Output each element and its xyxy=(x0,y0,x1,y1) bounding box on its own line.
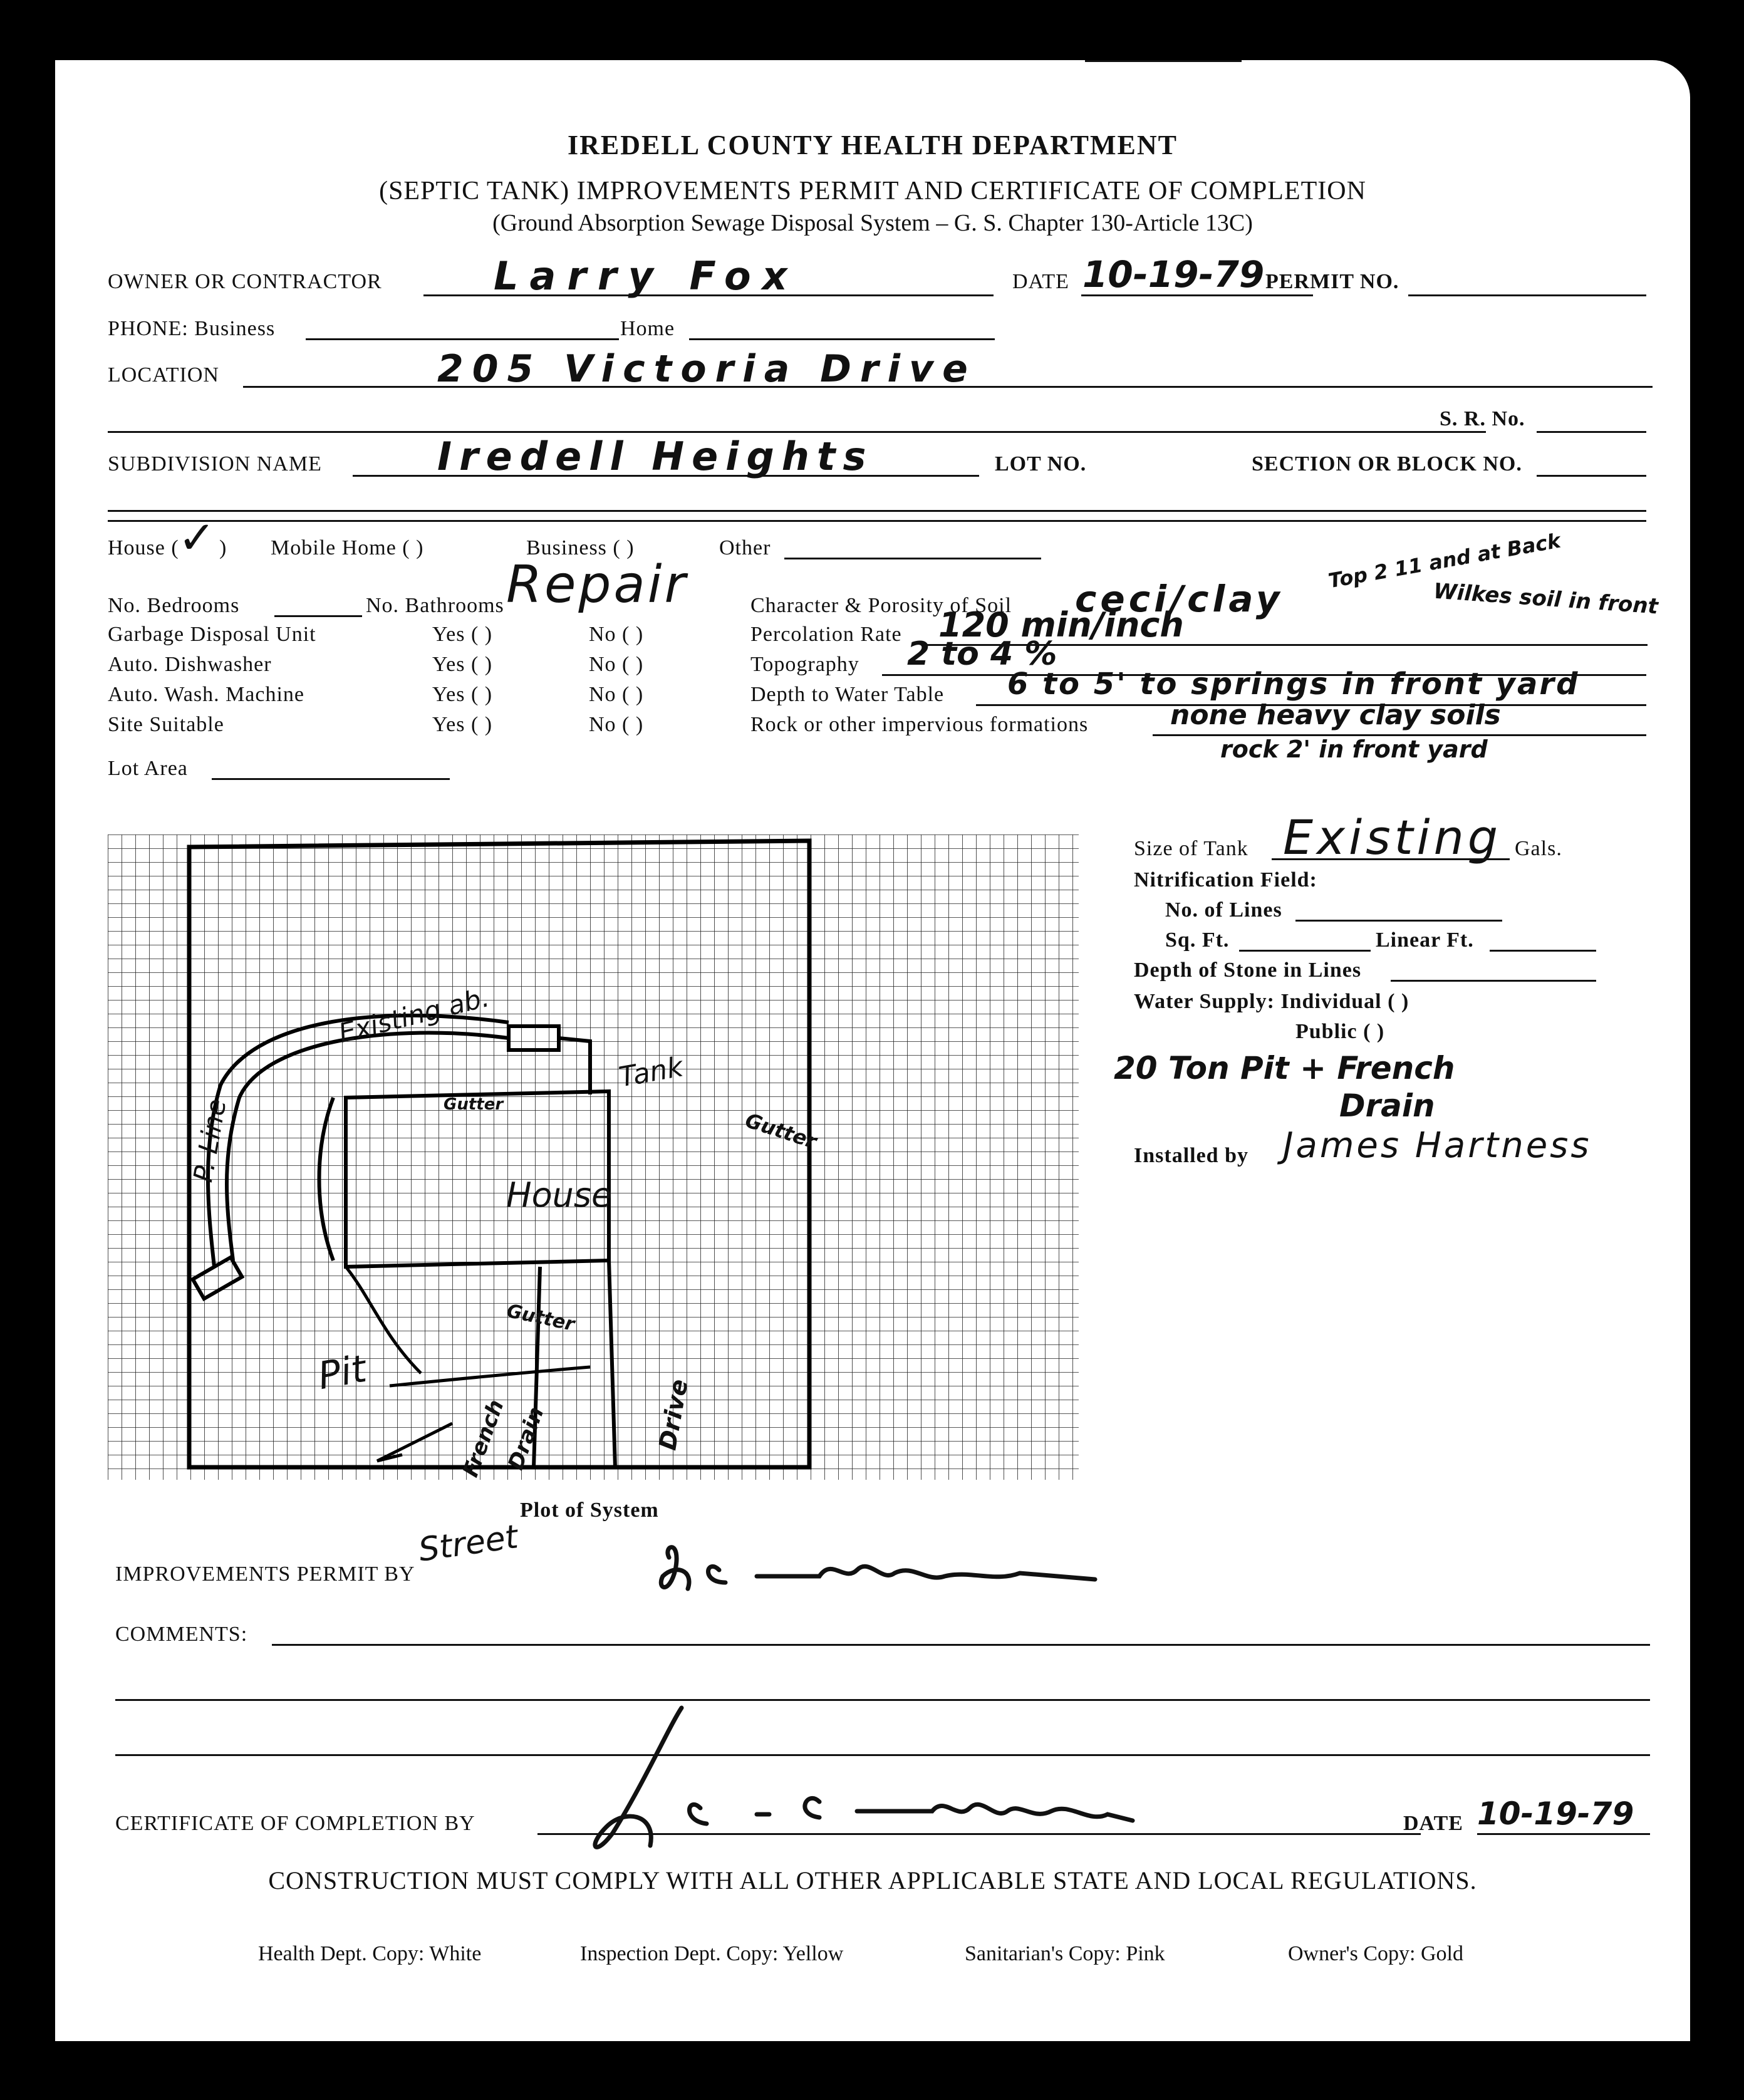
garbage-disposal-yes[interactable]: Yes ( ) xyxy=(432,623,493,646)
water-supply-label: Water Supply: Individual ( ) xyxy=(1134,990,1409,1013)
phone-home-label: Home xyxy=(620,317,675,340)
location-line-2 xyxy=(108,431,1486,433)
plot-label-drain: Drain xyxy=(503,1403,549,1474)
installed-by-value[interactable]: James Hartness xyxy=(1283,1125,1592,1166)
phone-business-label: PHONE: Business xyxy=(108,317,276,340)
house-close: ) xyxy=(219,536,227,559)
soil-character-note-1: Top 2 11 and at Back xyxy=(1326,528,1562,593)
rock-value[interactable]: none heavy clay soils xyxy=(1170,699,1501,731)
subdivision-label: SUBDIVISION NAME xyxy=(108,452,322,476)
permit-no-underline xyxy=(1408,294,1646,296)
section-underline xyxy=(1537,475,1646,477)
house-label: House ( xyxy=(108,536,179,559)
certificate-date-label: DATE xyxy=(1403,1812,1463,1835)
site-suitable-label: Site Suitable xyxy=(108,713,224,736)
soil-character-note-2: Wilkes soil in front xyxy=(1433,578,1659,620)
certificate-date-value[interactable]: 10-19-79 xyxy=(1477,1796,1634,1832)
lot-area-label: Lot Area xyxy=(108,757,188,780)
plot-caption: Plot of System xyxy=(520,1499,659,1522)
form-subtitle: (SEPTIC TANK) IMPROVEMENTS PERMIT AND CERTIFICATE OF COMPLETION xyxy=(379,177,1366,205)
dishwasher-no[interactable]: No ( ) xyxy=(589,653,644,676)
bathrooms-label: No. Bathrooms xyxy=(366,594,504,617)
house-check[interactable]: ✓ xyxy=(178,511,216,564)
public-label: Public ( ) xyxy=(1295,1020,1385,1043)
stone-depth-underline xyxy=(1391,980,1596,982)
wash-machine-label: Auto. Wash. Machine xyxy=(108,683,305,706)
tank-note-1: 20 Ton Pit + French xyxy=(1114,1050,1455,1086)
plot-label-tank: Tank xyxy=(616,1051,686,1094)
copy-sanitarian: Sanitarian's Copy: Pink xyxy=(965,1942,1165,1965)
phone-business-underline xyxy=(306,338,619,340)
nitrification-label: Nitrification Field: xyxy=(1134,868,1317,891)
lot-area-underline xyxy=(212,778,450,780)
sr-no-label: S. R. No. xyxy=(1440,407,1525,430)
date-value[interactable]: 10-19-79 xyxy=(1082,253,1265,296)
repair-note: Repair xyxy=(506,555,688,615)
sqft-underline xyxy=(1239,950,1371,952)
permit-form xyxy=(55,60,1690,2041)
lot-no-underline xyxy=(1085,60,1242,62)
comments-line-1 xyxy=(272,1644,1650,1646)
certificate-label: CERTIFICATE OF COMPLETION BY xyxy=(115,1812,475,1835)
linear-ft-label: Linear Ft. xyxy=(1376,928,1474,952)
bedrooms-label: No. Bedrooms xyxy=(108,594,240,617)
perc-rate-value[interactable]: 120 min/inch xyxy=(938,605,1184,645)
stone-depth-label: Depth of Stone in Lines xyxy=(1134,959,1362,982)
plot-label-drive: Drive xyxy=(653,1377,693,1452)
location-label: LOCATION xyxy=(108,363,219,387)
soil-character-label: Character & Porosity of Soil xyxy=(750,594,1012,617)
plot-label-pit: Pit xyxy=(314,1346,370,1399)
site-suitable-yes[interactable]: Yes ( ) xyxy=(432,713,493,736)
garbage-disposal-no[interactable]: No ( ) xyxy=(589,623,644,646)
site-suitable-no[interactable]: No ( ) xyxy=(589,713,644,736)
plot-label-gutter-right: Gutter xyxy=(742,1108,820,1154)
soil-character-value[interactable]: ceci/clay xyxy=(1075,578,1284,620)
comments-label: COMMENTS: xyxy=(115,1623,248,1646)
tank-size-value[interactable]: Existing xyxy=(1283,809,1502,865)
num-lines-underline xyxy=(1295,920,1502,922)
business-label: Business ( ) xyxy=(526,536,635,559)
certificate-date-underline xyxy=(1477,1833,1650,1835)
wash-machine-no[interactable]: No ( ) xyxy=(589,683,644,706)
copy-health-dept: Health Dept. Copy: White xyxy=(258,1942,482,1965)
plot-label-house: House xyxy=(506,1175,613,1215)
plot-label-gutter-bottom: Gutter xyxy=(504,1299,577,1336)
plot-label-line: P. Line xyxy=(187,1096,232,1185)
certificate-signature xyxy=(556,1689,1183,1877)
other-label: Other xyxy=(719,536,771,559)
form-subtitle-2: (Ground Absorption Sewage Disposal System – G. S. Chapter 130-Article 13C) xyxy=(492,210,1253,236)
compliance-notice: CONSTRUCTION MUST COMPLY WITH ALL OTHER APPLICABLE STATE AND LOCAL REGULATIONS. xyxy=(268,1866,1477,1895)
topography-label: Topography xyxy=(750,653,859,676)
plot-label-gutter-top: Gutter xyxy=(444,1095,504,1114)
linear-ft-underline xyxy=(1490,950,1596,952)
rock-value-2[interactable]: rock 2' in front yard xyxy=(1220,736,1488,763)
phone-home-underline xyxy=(689,338,995,340)
plot-grid xyxy=(108,834,1079,1480)
tank-size-label: Size of Tank xyxy=(1134,837,1248,860)
other-underline xyxy=(784,558,1041,559)
divider-top xyxy=(108,510,1646,512)
num-lines-label: No. of Lines xyxy=(1165,898,1282,922)
dishwasher-yes[interactable]: Yes ( ) xyxy=(432,653,493,676)
bedrooms-underline xyxy=(274,615,362,617)
sqft-label: Sq. Ft. xyxy=(1165,928,1230,952)
wash-machine-yes[interactable]: Yes ( ) xyxy=(432,683,493,706)
perc-rate-label: Percolation Rate xyxy=(750,623,902,646)
date-label: DATE xyxy=(1012,270,1069,293)
divider-bottom xyxy=(108,520,1646,522)
lot-no-label: LOT NO. xyxy=(995,452,1087,476)
gals-label: Gals. xyxy=(1515,837,1562,860)
owner-value[interactable]: Larry Fox xyxy=(494,253,799,299)
dishwasher-label: Auto. Dishwasher xyxy=(108,653,272,676)
plot-street: Street xyxy=(416,1518,521,1569)
improvements-label: IMPROVEMENTS PERMIT BY xyxy=(115,1562,415,1586)
rock-label: Rock or other impervious formations xyxy=(750,713,1089,736)
copy-inspection-dept: Inspection Dept. Copy: Yellow xyxy=(580,1942,844,1965)
water-table-value[interactable]: 6 to 5' to springs in front yard xyxy=(1007,667,1580,702)
topography-value[interactable]: 2 to 4 % xyxy=(907,635,1057,673)
plot-label-existing: Existing ab. xyxy=(335,982,492,1049)
owner-label: OWNER OR CONTRACTOR xyxy=(108,270,382,293)
sr-no-underline xyxy=(1537,431,1646,433)
mobile-home-label: Mobile Home ( ) xyxy=(271,536,424,559)
tank-note-2: Drain xyxy=(1339,1088,1435,1124)
permit-no-label: PERMIT NO. xyxy=(1265,270,1399,293)
garbage-disposal-label: Garbage Disposal Unit xyxy=(108,623,316,646)
water-table-label: Depth to Water Table xyxy=(750,683,945,706)
form-title: IREDELL COUNTY HEALTH DEPARTMENT xyxy=(568,130,1178,160)
location-value[interactable]: 205 Victoria Drive xyxy=(437,347,977,391)
plot-label-french: French xyxy=(458,1396,509,1480)
subdivision-value[interactable]: Iredell Heights xyxy=(437,434,874,479)
improvements-signature xyxy=(619,1520,1183,1614)
installed-by-label: Installed by xyxy=(1134,1144,1248,1167)
copy-owner: Owner's Copy: Gold xyxy=(1288,1942,1464,1965)
section-label: SECTION OR BLOCK NO. xyxy=(1252,452,1522,476)
